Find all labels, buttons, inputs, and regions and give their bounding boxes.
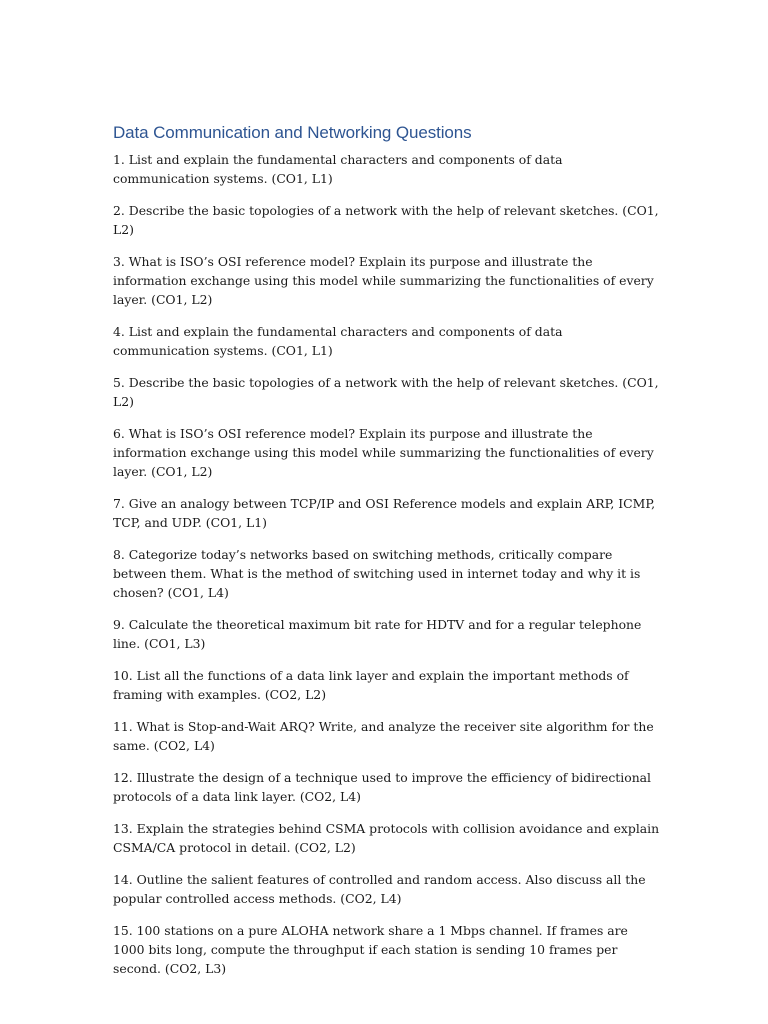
question-item: 9. Calculate the theoretical maximum bit rate for HDTV and for a regular telephone line. (CO1, L3)	[113, 617, 642, 651]
question-item: 15. 100 stations on a pure ALOHA network share a 1 Mbps channel. If frames are 1000 bits long, compute the throughput if each station is sending 10 frames per second. (CO2, L3)	[113, 923, 628, 976]
question-item: 10. List all the functions of a data link layer and explain the important methods of framing with examples. (CO2, L2)	[113, 668, 629, 702]
question-item: 13. Explain the strategies behind CSMA protocols with collision avoidance and explain CSMA/CA protocol in detail. (CO2, L2)	[113, 821, 660, 855]
question-item: 8. Categorize today’s networks based on switching methods, critically compare between them. What is the method of switching used in internet today and why it is chosen? (CO1, L4)	[113, 547, 641, 600]
question-item: 2. Describe the basic topologies of a network with the help of relevant sketches. (CO1, L2)	[113, 203, 659, 237]
page-title: Data Communication and Networking Questions	[113, 123, 472, 142]
question-item: 14. Outline the salient features of controlled and random access. Also discuss all the popular controlled access methods. (CO2, L4)	[113, 872, 646, 906]
question-item: 4. List and explain the fundamental characters and components of data communication systems. (CO1, L1)	[113, 324, 563, 358]
question-item: 11. What is Stop-and-Wait ARQ? Write, and analyze the receiver site algorithm for the same. (CO2, L4)	[113, 719, 654, 753]
question-item: 12. Illustrate the design of a technique used to improve the efficiency of bidirectional protocols of a data link layer. (CO2, L4)	[113, 770, 652, 804]
question-item: 7. Give an analogy between TCP/IP and OSI Reference models and explain ARP, ICMP, TCP, and UDP. (CO1, L1)	[113, 496, 656, 530]
question-list	[113, 150, 661, 991]
question-item: 6. What is ISO’s OSI reference model? Explain its purpose and illustrate the information exchange using this model while summarizing the functionalities of every layer. (CO1, L2)	[113, 426, 654, 479]
question-item: 1. List and explain the fundamental characters and components of data communication systems. (CO1, L1)	[113, 152, 563, 186]
question-item: 5. Describe the basic topologies of a network with the help of relevant sketches. (CO1, L2)	[113, 375, 659, 409]
question-item: 3. What is ISO’s OSI reference model? Explain its purpose and illustrate the information exchange using this model while summarizing the functionalities of every layer. (CO1, L2)	[113, 254, 654, 307]
